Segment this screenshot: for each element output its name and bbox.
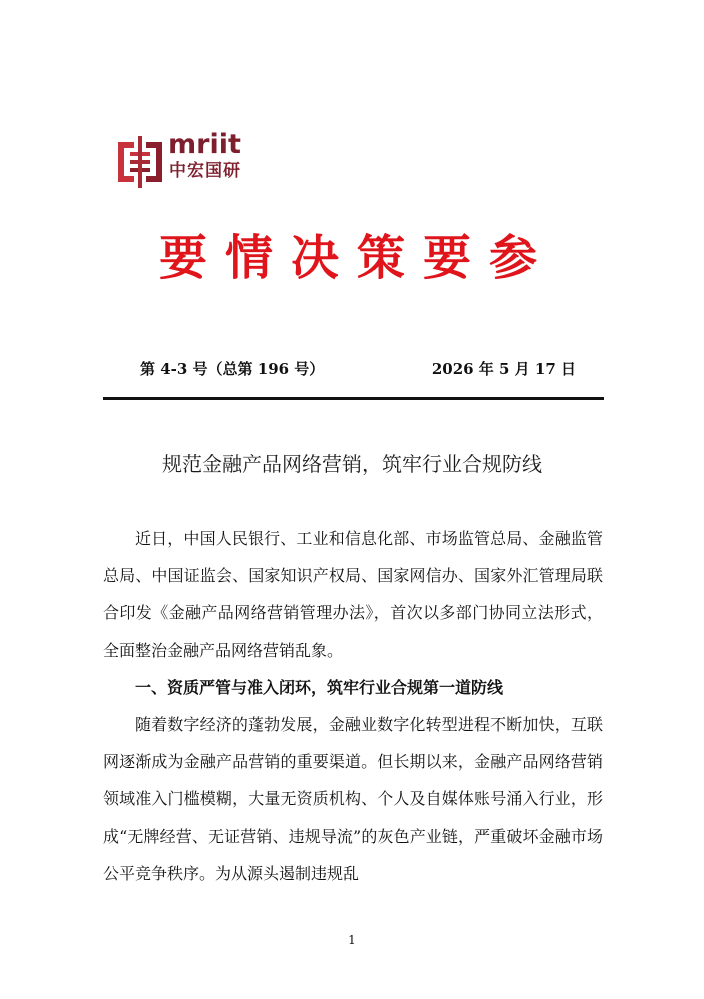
logo-text-cn: 中宏国研: [169, 161, 241, 181]
paragraph: 随着数字经济的蓬勃发展，金融业数字化转型进程不断加快，互联网逐渐成为金融产品营销的重要渠道。但长期以来，金融产品网络营销领域准入门槛模糊，大量无资质机构、个人及自媒体账号涌入行业，形成“无牌经营、无证营销、违规导流”的灰色产业链，严重破坏金融市场公平竞争秩序。为从源头遏制违规乱: [103, 715, 603, 883]
header-divider: [103, 397, 604, 400]
mriit-logo: [118, 130, 258, 190]
page-number: 1: [348, 933, 356, 947]
issue-number: 第 4-3 号（总第 196 号）: [140, 360, 325, 378]
mriit-logo-mark-icon: [118, 136, 162, 188]
paragraph: 近日，中国人民银行、工业和信息化部、市场监管总局、金融监管总局、中国证监会、国家知识产权局、国家网信办、国家外汇管理局联合印发《金融产品网络营销管理办法》，首次以多部门协同立法形式，全面整治金融产品网络营销乱象。: [103, 529, 603, 660]
masthead-title: 要情决策要参: [158, 230, 555, 286]
article-body: [103, 520, 603, 892]
section-heading: 一、资质严管与准入闭环，筑牢行业合规第一道防线: [135, 677, 504, 697]
issue-date: 2026 年 5 月 17 日: [431, 360, 576, 378]
article-title: 规范金融产品网络营销，筑牢行业合规防线: [162, 452, 542, 476]
logo-text-en: mriit: [168, 129, 241, 160]
